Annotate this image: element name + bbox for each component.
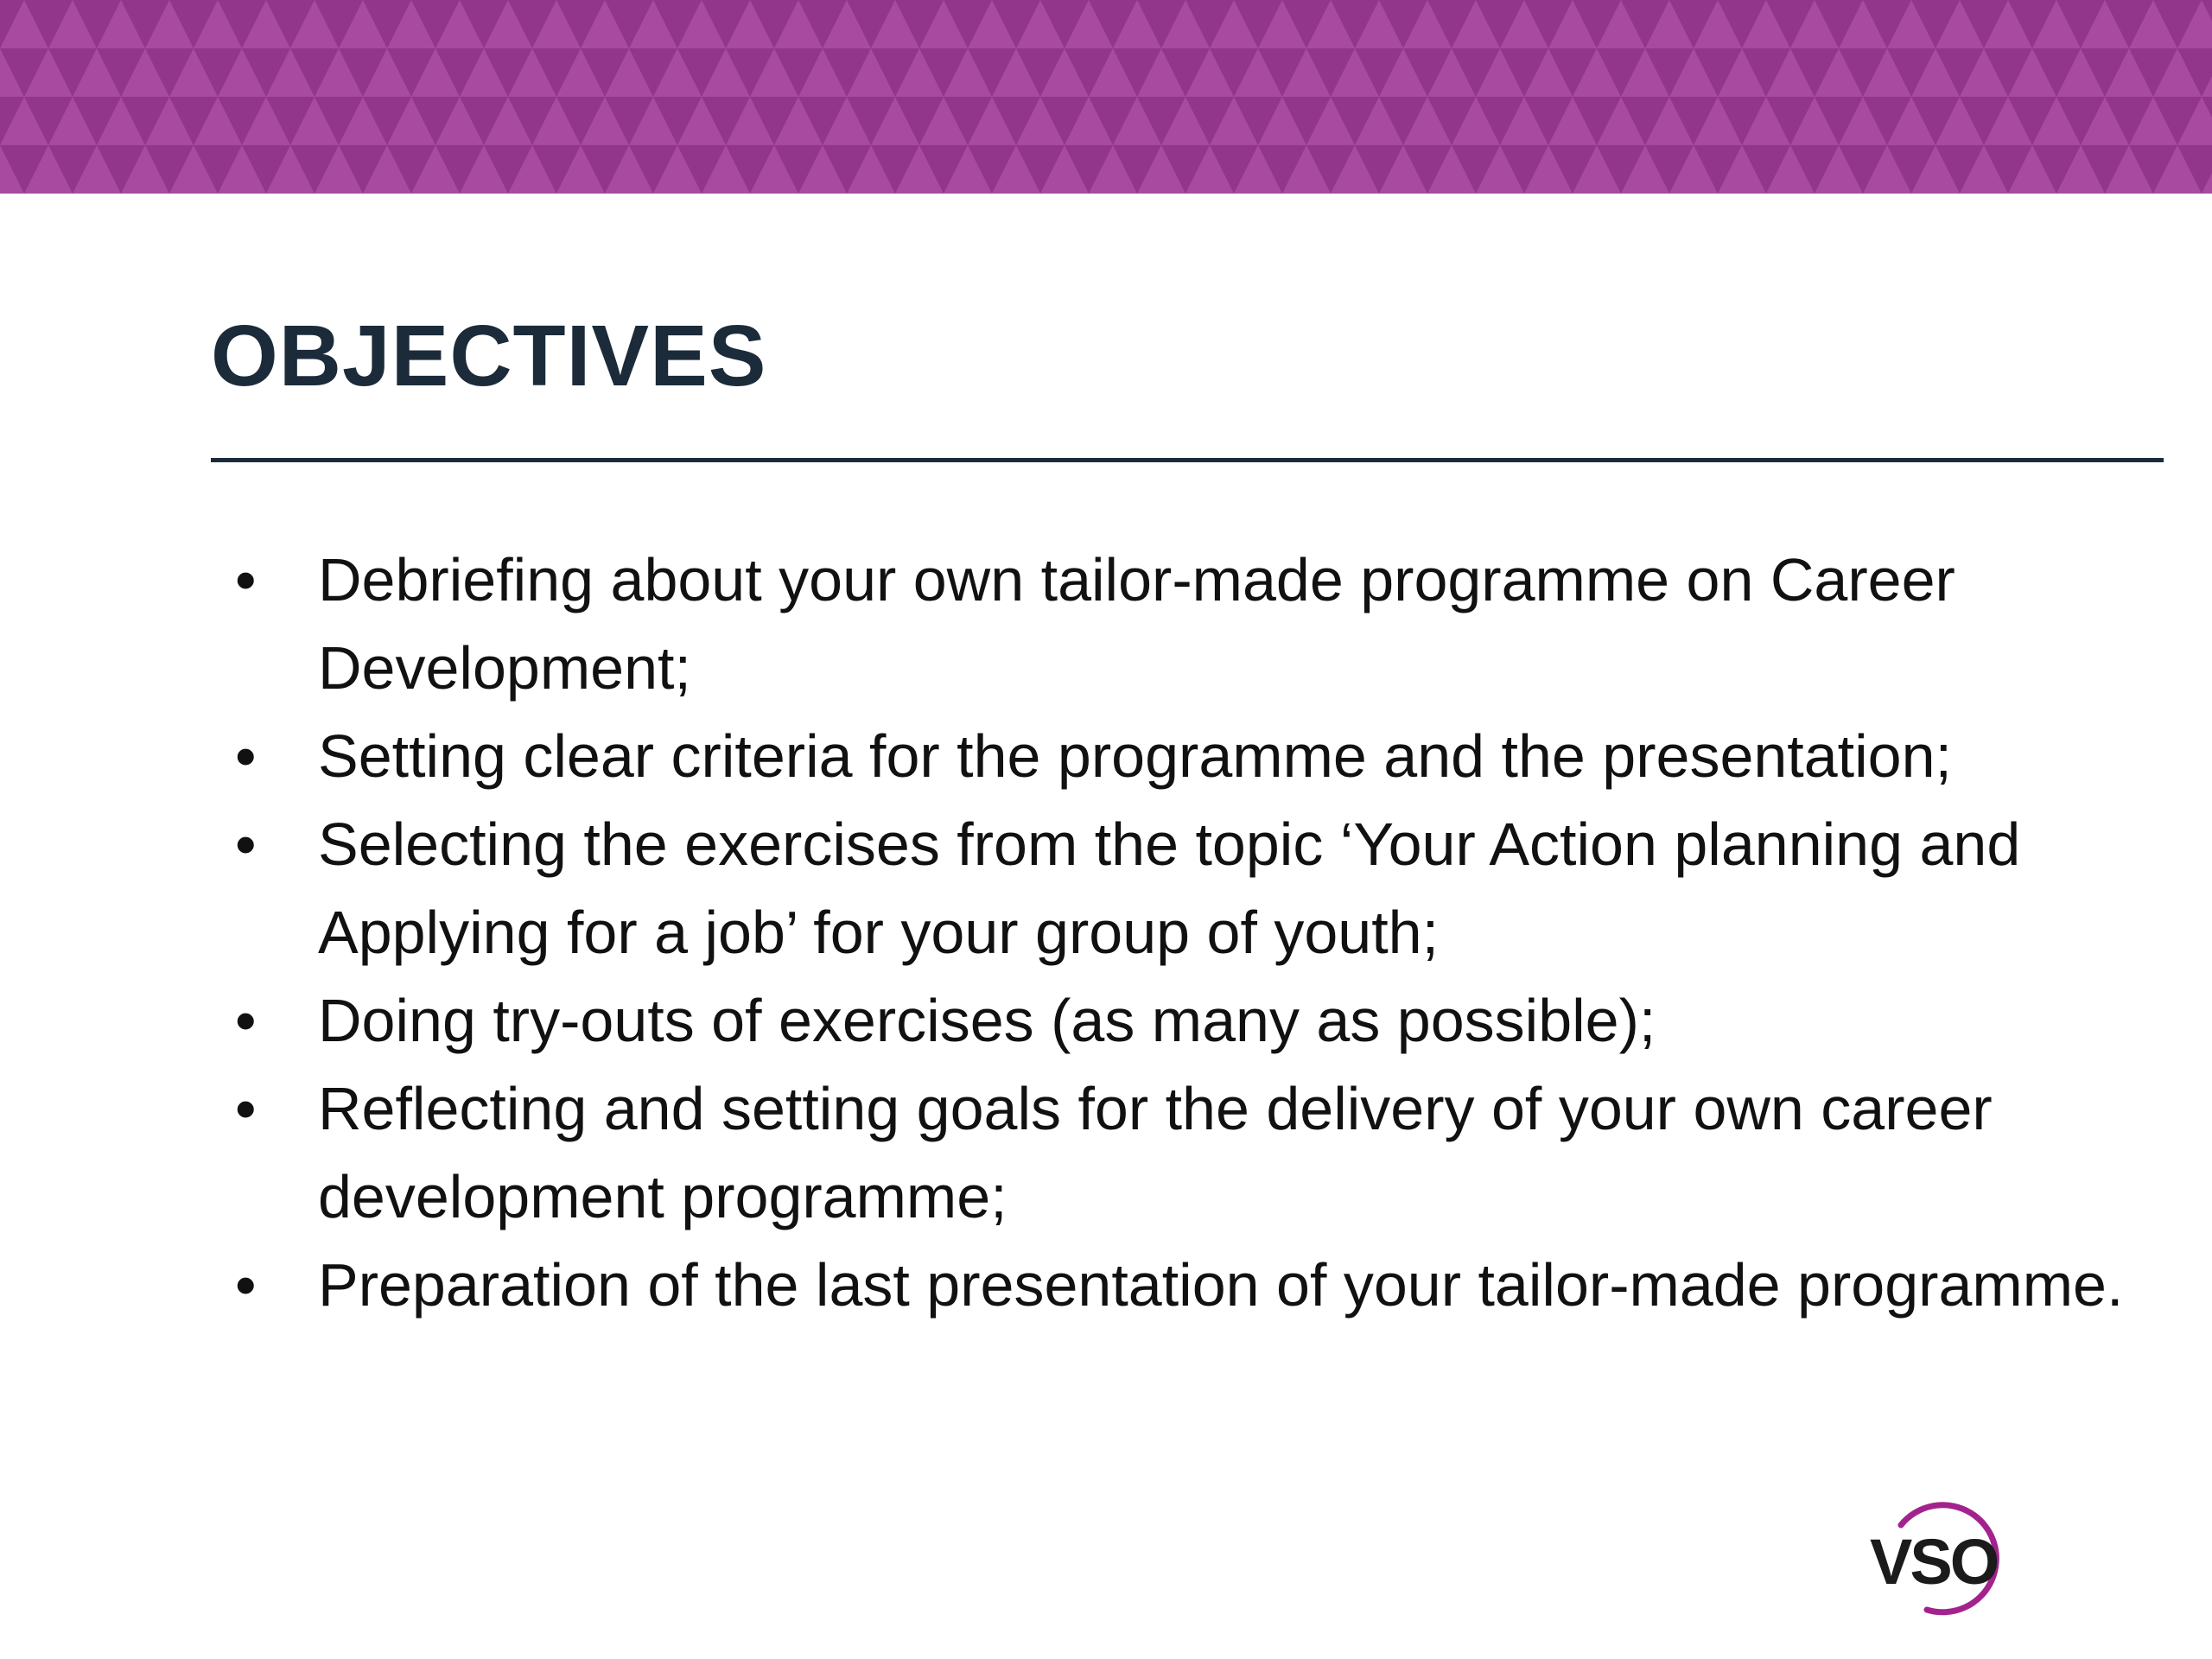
objective-item [225, 800, 2126, 976]
objective-item [225, 712, 2126, 800]
objective-text: Reflecting and setting goals for the delivery of your own career development programme; [318, 1075, 1993, 1230]
objective-item [225, 536, 2126, 712]
objective-text: Preparation of the last presentation of your tailor-made programme. [318, 1251, 2124, 1319]
vso-logo-icon [1866, 1499, 2013, 1620]
bullet-icon: • [235, 722, 257, 790]
objective-text: Debriefing about your own tailor-made programme on Career Development; [318, 546, 1955, 702]
bullet-icon: • [235, 546, 257, 613]
objective-item [225, 1065, 2126, 1241]
objective-text: Setting clear criteria for the programme and the presentation; [318, 722, 1952, 790]
title-divider [211, 458, 2164, 462]
slide-title: OBJECTIVES [211, 308, 767, 404]
bullet-icon: • [235, 987, 257, 1054]
triangle-pattern [0, 0, 2212, 194]
header-banner [0, 0, 2212, 194]
logo-text: VSO [1870, 1526, 1998, 1598]
objective-text: Doing try-outs of exercises (as many as possible); [318, 987, 1656, 1054]
bullet-icon: • [235, 810, 257, 878]
bullet-icon: • [235, 1075, 257, 1142]
objective-item [225, 1241, 2126, 1329]
objectives-list [225, 536, 2126, 1329]
objective-text: Selecting the exercises from the topic ‘Your Action planning and Applying for a job’ for your group of youth; [318, 810, 2021, 966]
objective-item [225, 976, 2126, 1065]
bullet-icon: • [235, 1251, 257, 1319]
